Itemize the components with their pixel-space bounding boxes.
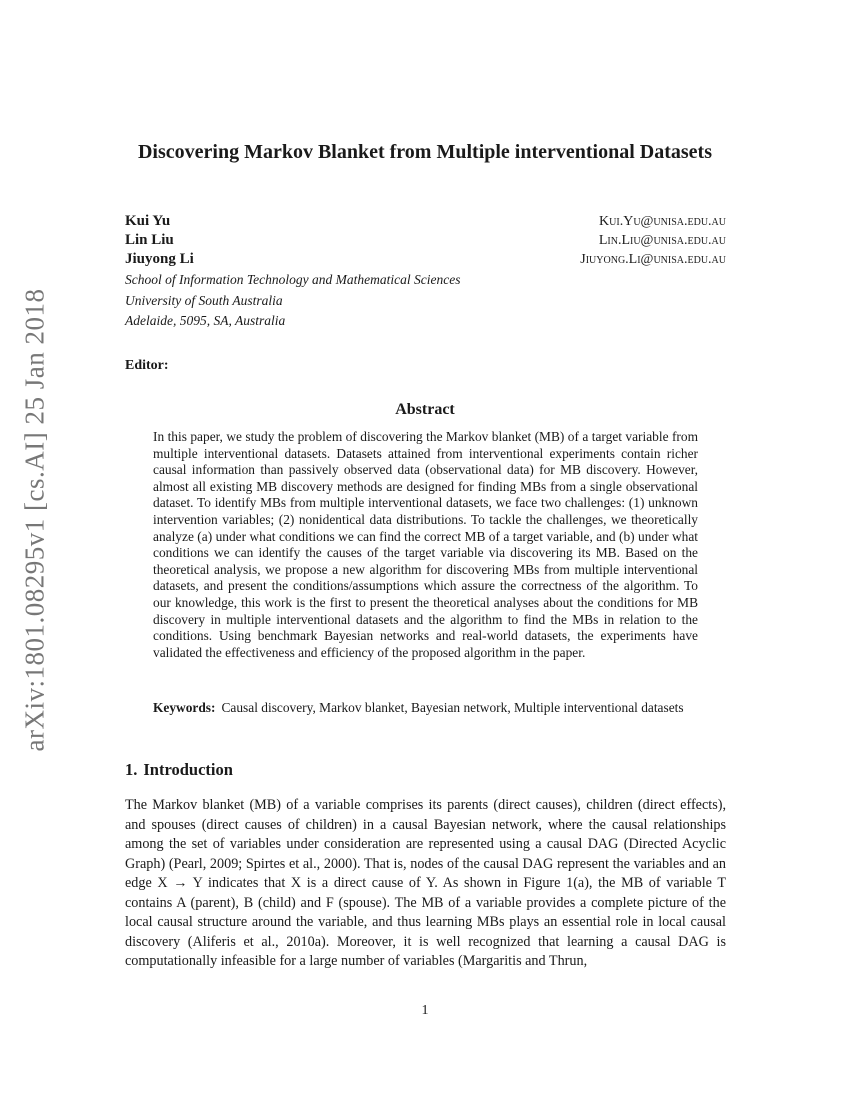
author-name: Kui Yu	[125, 213, 171, 229]
abstract-body	[153, 429, 698, 661]
author-block	[125, 212, 726, 331]
section-heading	[125, 760, 233, 780]
author-email[interactable]: Lin.Liu@unisa.edu.au	[598, 233, 726, 248]
author-email[interactable]: Jiuyong.Li@unisa.edu.au	[580, 252, 726, 267]
keywords-text: Causal discovery, Markov blanket, Bayesian network, Multiple interventional datasets	[221, 700, 684, 715]
abstract-heading: Abstract	[395, 401, 455, 418]
author-email[interactable]: Kui.Yu@unisa.edu.au	[599, 214, 726, 229]
affiliation-line: Adelaide, 5095, SA, Australia	[125, 313, 286, 328]
abstract-text: In this paper, we study the problem of discovering the Markov blanket (MB) of a target variable from multiple interventional datasets. Datasets attained from interventional experiments contain richer causal information than passively observed data (observational data) for MB discovery. However, almost all existing MB discovery methods are designed for finding MBs from a single observational dataset. To identify MBs from multiple interventional datasets, we face two challenges: (1) unknown intervention variables; (2) nonidentical data distributions. To tackle the challenges, we theoretically analyze (a) under what conditions we can find the correct MB of a target variable, and (b) under what conditions we can identify the causes of the target variable via discovering its MB. Based on the theoretical analysis, we propose a new algorithm for discovering MBs from multiple interventional datasets, and present the conditions/assumptions which assure the correctness of the algorithm. To our knowledge, this work is the first to present the theoretical analyses about the conditions for MB discovery in multiple interventional datasets and the algorithm to find the MBs in relation to the conditions. Using benchmark Bayesian networks and real-world datasets, the experiments have validated the effectiveness and efficiency of the proposed algorithm in the paper.	[153, 429, 698, 660]
section-number: 1.	[125, 760, 138, 779]
affiliation-line: School of Information Technology and Mathematical Sciences	[125, 272, 461, 287]
editor-label: Editor:	[125, 358, 169, 373]
arxiv-identifier: arXiv:1801.08295v1 [cs.AI] 25 Jan 2018	[19, 288, 50, 752]
keywords	[153, 700, 698, 717]
page-number: 1	[421, 1003, 429, 1018]
author-row	[125, 212, 726, 231]
section-paragraph: The Markov blanket (MB) of a variable comprises its parents (direct causes), children (direct effects), and spouses (direct causes of children) in a causal Bayesian network, where the causal relationships among the set of variables under consideration are represented using a causal DAG (Directed Acyclic Graph) (Pearl, 2009; Spirtes et al., 2000). That is, nodes of the causal DAG represent the variables and an edge X → Y indicates that X is a direct cause of Y. As shown in Figure 1(a), the MB of variable T contains A (parent), B (child) and F (spouse). The MB of a variable provides a complete picture of the local causal structure around the variable, and thus learning MBs plays an essential role in local causal discovery (Aliferis et al., 2010a). Moreover, it is well recognized that learning a causal DAG is computationally infeasible for a large number of variables (Margaritis and Thrun,	[125, 797, 726, 969]
author-name: Lin Liu	[125, 232, 174, 248]
section-body	[125, 796, 726, 972]
affiliation-line: University of South Australia	[125, 292, 283, 308]
arxiv-sidebar	[14, 270, 56, 770]
section-title: Introduction	[143, 760, 233, 779]
author-row	[125, 250, 726, 269]
author-name: Jiuyong Li	[125, 251, 194, 267]
author-row	[125, 231, 726, 250]
paper-title: Discovering Markov Blanket from Multiple interventional Datasets	[137, 141, 712, 163]
keywords-label: Keywords:	[153, 700, 216, 715]
